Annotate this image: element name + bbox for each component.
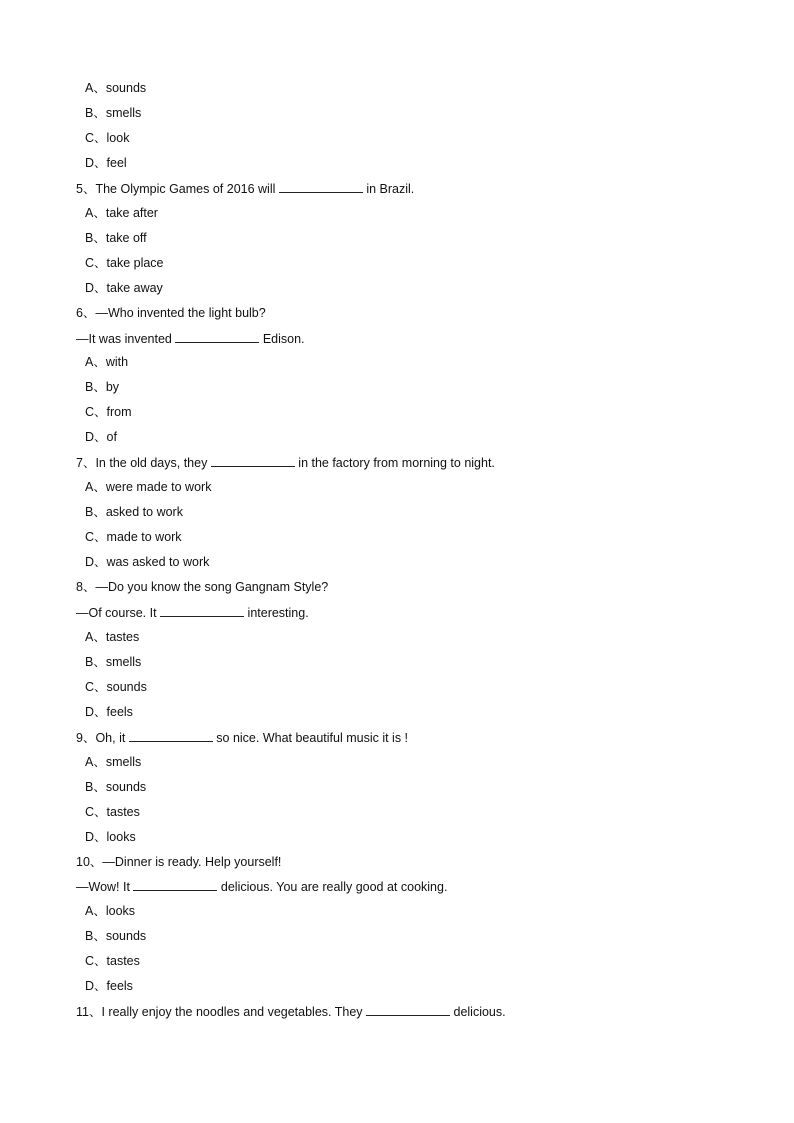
option-text: smells (105, 654, 142, 669)
option-letter: B、 (85, 654, 106, 669)
option-text: tastes (105, 629, 140, 644)
q8-option-a (85, 630, 139, 644)
q10-option-c (85, 954, 140, 968)
option-text: sounds (105, 81, 147, 95)
q10-prompt (76, 855, 281, 869)
question-text: In the old days, they (95, 456, 211, 471)
q5-option-c (85, 256, 164, 270)
question-text: Oh, it (95, 730, 129, 745)
option-letter: A、 (85, 629, 106, 644)
option-text: by (105, 380, 120, 395)
option-letter: A、 (85, 205, 106, 220)
option-text: of (106, 430, 117, 445)
option-text: take after (105, 205, 158, 220)
q7-option-b (85, 505, 183, 519)
option-letter: B、 (85, 106, 106, 120)
q4-option-b (85, 106, 141, 120)
answer-blank (279, 181, 363, 193)
question-text: —Dinner is ready. Help yourself! (102, 854, 282, 869)
option-letter: D、 (85, 829, 107, 844)
q7-stem (76, 455, 495, 470)
question-text: in the factory from morning to night. (294, 456, 495, 471)
option-letter: D、 (85, 979, 107, 994)
option-text: sounds (105, 779, 147, 794)
question-number: 10、 (76, 854, 103, 869)
q9-option-b (85, 780, 146, 794)
option-letter: B、 (85, 230, 106, 245)
option-letter: D、 (85, 430, 107, 445)
question-text: The Olympic Games of 2016 will (95, 181, 279, 196)
q10-stem (76, 879, 447, 894)
q8-prompt (76, 580, 328, 594)
option-letter: C、 (85, 255, 107, 270)
q9-option-c (85, 805, 140, 819)
option-text: sounds (105, 929, 147, 944)
answer-blank (133, 879, 217, 891)
question-number: 9、 (76, 730, 96, 745)
option-letter: A、 (85, 904, 106, 919)
question-text: delicious. (450, 1005, 506, 1020)
option-letter: D、 (85, 155, 107, 170)
question-text: interesting. (244, 606, 309, 620)
option-text: take off (105, 230, 147, 245)
question-number: 5、 (76, 181, 96, 196)
q8-option-d (85, 705, 133, 719)
q6-stem (76, 331, 305, 346)
option-letter: C、 (85, 954, 107, 969)
question-text: —It was invented (76, 331, 176, 346)
option-letter: B、 (85, 779, 106, 794)
option-text: with (105, 355, 129, 370)
option-text: was asked to work (106, 555, 210, 569)
answer-blank (366, 1004, 450, 1016)
q6-option-b (85, 380, 119, 394)
answer-blank (129, 730, 213, 742)
q9-option-d (85, 830, 136, 844)
option-letter: D、 (85, 704, 107, 719)
option-text: tastes (106, 804, 140, 819)
option-text: tastes (106, 954, 140, 969)
option-text: feels (106, 704, 133, 719)
option-text: feel (106, 155, 127, 170)
option-letter: A、 (85, 355, 106, 370)
question-text: delicious. You are really good at cooking. (217, 880, 448, 895)
question-number: 6、 (76, 305, 96, 320)
option-text: from (106, 405, 132, 420)
answer-blank (211, 455, 295, 467)
answer-blank (160, 605, 244, 617)
q5-option-a (85, 206, 158, 220)
option-text: asked to work (105, 505, 183, 520)
q8-stem (76, 605, 309, 620)
question-text: so nice. What beautiful music it is ! (212, 730, 409, 745)
q10-option-d (85, 979, 133, 993)
option-letter: C、 (85, 405, 107, 420)
q11-stem (76, 1004, 506, 1019)
option-text: looks (106, 829, 136, 844)
option-letter: C、 (85, 530, 107, 545)
option-text: sounds (106, 679, 147, 694)
q10-option-a (85, 904, 135, 918)
option-letter: A、 (85, 480, 106, 495)
q5-option-d (85, 281, 163, 295)
q5-stem (76, 181, 414, 196)
question-text: in Brazil. (362, 181, 415, 196)
q9-stem (76, 730, 408, 745)
question-number: 8、 (76, 580, 96, 594)
q7-option-c (85, 530, 182, 544)
question-text: Edison. (259, 331, 305, 346)
option-letter: B、 (85, 929, 106, 944)
answer-blank (175, 331, 259, 343)
option-text: looks (105, 904, 136, 919)
option-letter: D、 (85, 555, 107, 569)
option-text: take away (106, 280, 163, 295)
option-letter: C、 (85, 804, 107, 819)
q8-option-c (85, 680, 147, 694)
option-letter: C、 (85, 130, 107, 145)
option-text: look (106, 130, 130, 145)
q8-option-b (85, 655, 141, 669)
option-letter: D、 (85, 280, 107, 295)
option-letter: B、 (85, 505, 106, 520)
q6-option-c (85, 405, 132, 419)
option-letter: A、 (85, 754, 106, 769)
question-number: 11、 (76, 1005, 102, 1020)
q5-option-b (85, 231, 147, 245)
q6-option-d (85, 430, 117, 444)
q10-option-b (85, 929, 146, 943)
question-text: —Of course. It (76, 606, 161, 620)
option-letter: A、 (85, 81, 106, 95)
q4-option-d (85, 156, 127, 170)
question-text: —Who invented the light bulb? (95, 305, 266, 320)
question-text: I really enjoy the noodles and vegetables. They (101, 1005, 367, 1020)
option-text: smells (105, 106, 142, 120)
q7-option-d (85, 555, 209, 569)
option-text: made to work (106, 530, 182, 545)
question-number: 7、 (76, 456, 96, 471)
question-text: —Do you know the song Gangnam Style? (95, 580, 329, 594)
q6-option-a (85, 355, 128, 369)
q6-prompt (76, 306, 266, 320)
option-text: take place (106, 255, 164, 270)
option-letter: B、 (85, 380, 106, 395)
option-text: feels (106, 979, 133, 994)
q7-option-a (85, 480, 211, 494)
question-text: —Wow! It (76, 880, 134, 895)
option-text: smells (105, 754, 142, 769)
option-letter: C、 (85, 679, 107, 694)
q4-option-c (85, 131, 129, 145)
q9-option-a (85, 755, 141, 769)
q4-option-a (85, 81, 146, 95)
option-text: were made to work (105, 480, 212, 495)
